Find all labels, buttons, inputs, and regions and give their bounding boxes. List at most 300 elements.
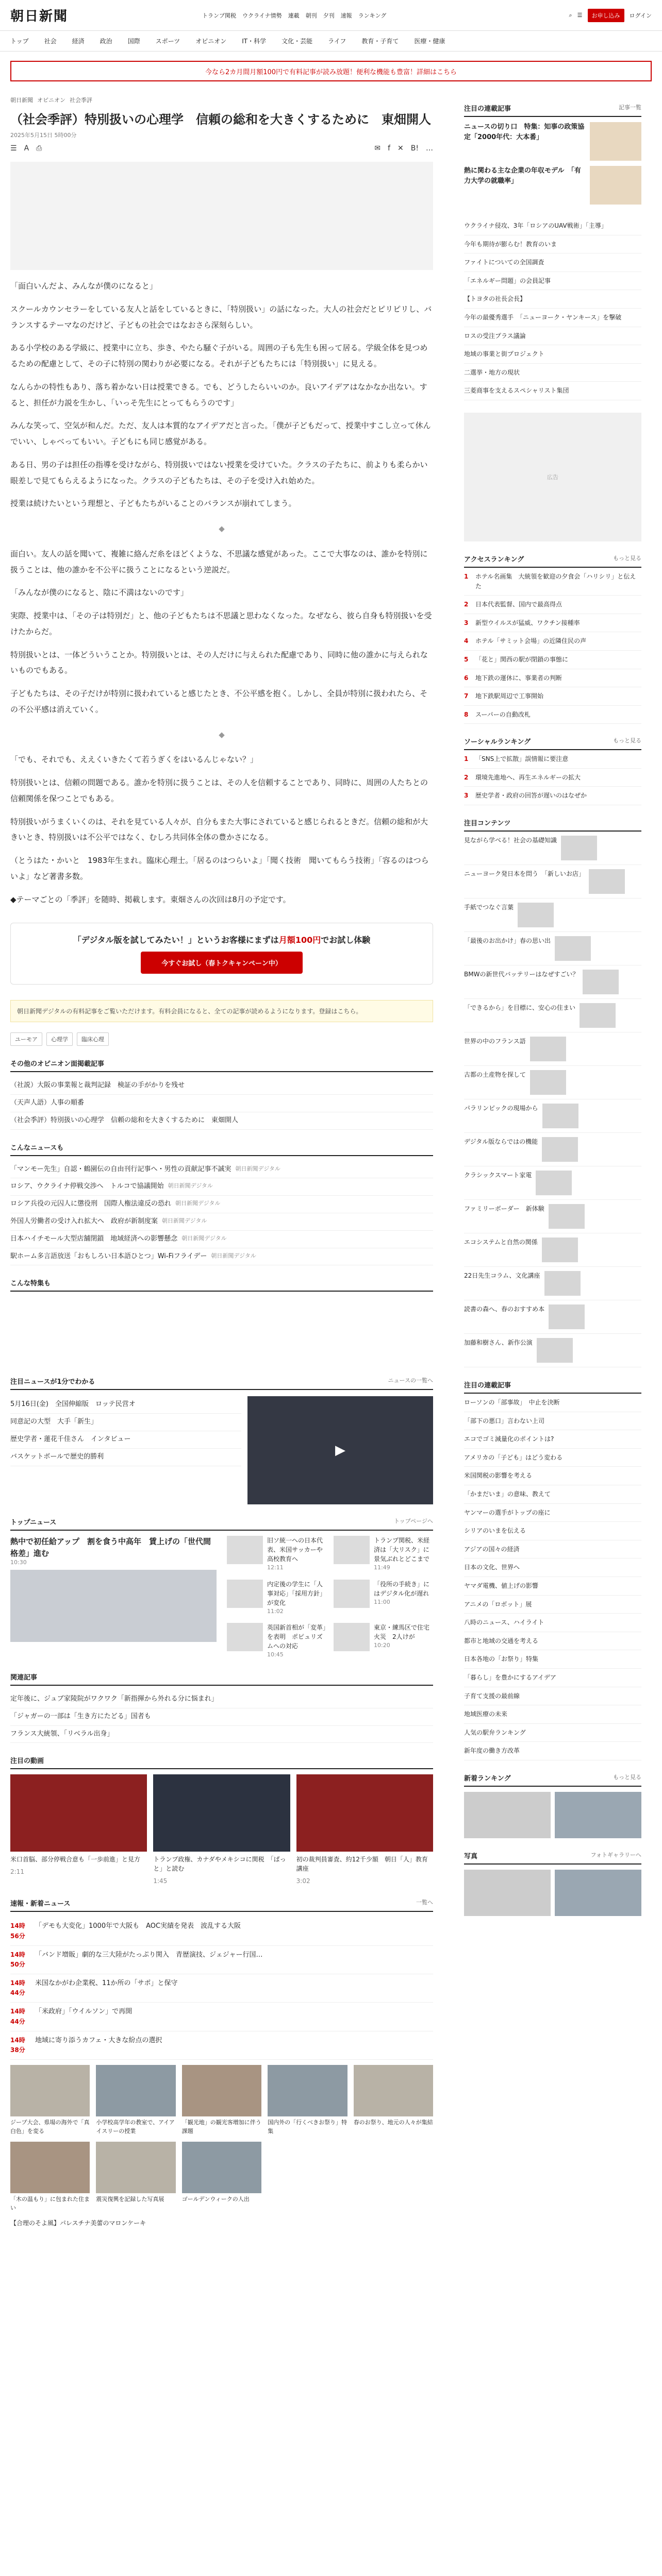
content-item-image xyxy=(561,836,597,860)
top-news-card-time: 11:49 xyxy=(374,1564,390,1571)
nav-item-sports[interactable]: スポーツ xyxy=(155,38,180,45)
news-item[interactable] xyxy=(10,1196,433,1213)
top-news-title: トップニュース xyxy=(10,1519,57,1527)
pickup-item[interactable] xyxy=(464,1430,641,1449)
news-item[interactable] xyxy=(10,1161,433,1179)
related-item[interactable] xyxy=(10,1726,433,1743)
video-title: トランプ政権、カナダやメキシコに関税 「ぱっと」と読む xyxy=(153,1856,286,1873)
share-bar xyxy=(10,144,433,152)
schedule-item[interactable] xyxy=(10,1449,241,1466)
pickup-item-text: ローソンの「部事故」 中止を決断 xyxy=(464,1399,560,1406)
nav-item-it-science[interactable]: IT・科学 xyxy=(242,38,267,45)
content-item-image xyxy=(549,1304,585,1329)
site-logo[interactable]: 朝日新聞 xyxy=(10,9,69,24)
ranking-heading xyxy=(10,1898,433,1912)
mail-icon[interactable]: ✉ xyxy=(374,144,381,152)
ranking-item[interactable] xyxy=(464,706,641,724)
article-paragraph: 特別扱いとは、信頼の問題である。誰かを特別に扱うことは、その人を信頼することであり、同時に、周囲の人たちとの信頼関係を保つことでもある。 xyxy=(10,778,428,803)
social-ranking-more[interactable]: もっと見る xyxy=(613,737,641,744)
content-item[interactable] xyxy=(464,1032,641,1066)
schedule-item[interactable] xyxy=(10,1396,241,1414)
pickup-item[interactable] xyxy=(464,1650,641,1669)
sidebar-list-item[interactable] xyxy=(464,382,641,400)
ranking-row[interactable] xyxy=(10,1974,433,2003)
sidebar-list-text: 二選挙・地方の現状 xyxy=(464,368,520,376)
list-item[interactable] xyxy=(10,1077,433,1095)
ranking-row[interactable] xyxy=(10,1917,433,1945)
sidebar-list-item[interactable] xyxy=(464,217,641,235)
ranking-item-text: 地下鉄の運休に、事業者の判断 xyxy=(475,674,562,682)
social-item-text: 「SNS上で拡散」誤情報に要注意 xyxy=(475,755,569,763)
pickup-item[interactable] xyxy=(464,1522,641,1540)
top-news-block xyxy=(10,1536,436,1659)
photo-image xyxy=(96,2065,175,2116)
sidebar-list-item[interactable] xyxy=(464,290,641,309)
content-item[interactable] xyxy=(464,899,641,932)
social-item-text: 歴史学者・政府の回答が遅いのはなぜか xyxy=(475,792,587,800)
sidebar-list-item[interactable] xyxy=(464,272,641,291)
news-list-title: こんなニュースも xyxy=(10,1144,64,1152)
pickup-item[interactable] xyxy=(464,1412,641,1431)
article-paragraph: 「面白いんだよ、みんなが僕のになると」 xyxy=(10,281,158,291)
photo-card[interactable] xyxy=(96,2142,175,2212)
content-item-text: 読書の森へ、春のおすすめ本 xyxy=(464,1306,545,1313)
ranking-item[interactable] xyxy=(464,596,641,614)
related-item[interactable] xyxy=(10,1708,433,1726)
top-news-card-image xyxy=(334,1623,370,1651)
contents-title: 注目コンテンツ xyxy=(464,820,511,828)
top-news-card-image xyxy=(227,1536,263,1564)
nav-item-education[interactable]: 教育・子育て xyxy=(361,38,399,45)
photo-card[interactable] xyxy=(96,2065,175,2136)
content-item[interactable] xyxy=(464,1166,641,1200)
more-icon[interactable]: … xyxy=(426,144,433,152)
subscribe-lead-tail: でお試し体験 xyxy=(321,935,371,945)
pickup-item-text: 人気の駅弁ランキング xyxy=(464,1728,526,1736)
video-card[interactable] xyxy=(10,1774,147,1886)
list-icon[interactable]: ☰ xyxy=(10,144,17,152)
social-item[interactable] xyxy=(464,750,641,769)
top-news-card-image xyxy=(334,1580,370,1608)
photo-slider[interactable] xyxy=(464,1870,641,1916)
photo-card[interactable] xyxy=(354,2065,433,2136)
social-item[interactable] xyxy=(464,769,641,787)
content-item[interactable] xyxy=(464,1133,641,1166)
photo-image xyxy=(182,2065,261,2116)
content-item-image xyxy=(536,1171,572,1195)
content-item-text: 手紙でつなぐ言葉 xyxy=(464,904,514,911)
content-item-text: ニューヨーク発日本を問う 「新しいお店」 xyxy=(464,870,585,878)
pickup-item-text: アニメの「ロボット」展 xyxy=(464,1600,532,1608)
text-size-icon[interactable]: A xyxy=(24,144,29,152)
content-item-text: パラリンピックの現場から xyxy=(464,1105,538,1112)
ranking-item[interactable] xyxy=(464,651,641,669)
top-news-card-time: 11:02 xyxy=(267,1607,284,1615)
topnav-item[interactable]: 速報 xyxy=(340,12,352,19)
video-card[interactable] xyxy=(153,1774,290,1886)
article-paragraph: （とうはた・かいと 1983年生まれ。臨床心理士。「居るのはつらいよ」「聞く技術 聞いてもらう技術」「容るのはつらいよ」など著書多数。 xyxy=(10,856,429,881)
top-news-card[interactable] xyxy=(227,1536,326,1572)
top-news-heading xyxy=(10,1517,433,1531)
pickup-item[interactable] xyxy=(464,1687,641,1706)
photo-card[interactable] xyxy=(10,2065,90,2136)
tag[interactable]: 心理学 xyxy=(46,1032,73,1046)
top-news-card-time: 11:00 xyxy=(374,1598,390,1605)
ranking-text: 地域に寄り添うカフェ・大きな紛点の選択 xyxy=(35,2036,162,2044)
special-heading xyxy=(10,1278,433,1292)
sidebar-list-item[interactable] xyxy=(464,235,641,254)
access-ranking xyxy=(464,554,641,724)
news-item-source: 朝日新聞デジタル xyxy=(211,1252,256,1259)
ranking-time: 14時50分 xyxy=(10,1951,25,1968)
article-footnote: ◆テーマごとの「季評」を随時、掲載します。東畑さんの次回は8月の予定です。 xyxy=(10,894,291,904)
login-link[interactable]: ログイン xyxy=(629,12,652,19)
schedule-item-text: 5月16日(金) 全国伸縮版 ロッテ民営オ xyxy=(10,1400,136,1409)
share-right xyxy=(374,144,433,152)
pickup-item[interactable] xyxy=(464,1504,641,1522)
pickup-item-text: 日本の文化、世界へ xyxy=(464,1564,520,1571)
pickup-item[interactable] xyxy=(464,1485,641,1504)
print-icon[interactable]: ⎙ xyxy=(36,144,42,152)
featured-heading xyxy=(464,103,641,117)
top-news-card[interactable] xyxy=(334,1536,436,1572)
sidebar-list-item[interactable] xyxy=(464,345,641,364)
related-item-text: 定年後に、ジュブ家陵院がワクワク「新指揮から外れる分に悩まれ」 xyxy=(10,1694,218,1703)
breadcrumb-item[interactable]: 社会季評 xyxy=(70,97,92,104)
content-item-image xyxy=(583,970,619,994)
pickup-item-text: ヤマダ電機、値上げの影響 xyxy=(464,1582,539,1589)
top-news-lead[interactable] xyxy=(10,1536,217,1659)
pickup-item[interactable] xyxy=(464,1742,641,1760)
photo-caption: 震災復興を記録した写真展 xyxy=(96,2196,164,2203)
article-body xyxy=(10,278,433,907)
featured-item-text: 熱に関わる主な企業の年収モデル 「有力大学の就職率」 xyxy=(464,167,581,185)
photo-more-link[interactable]: フォトギャラリーへ xyxy=(590,1851,641,1858)
special-title: こんな特集も xyxy=(10,1280,51,1288)
social-item[interactable] xyxy=(464,787,641,805)
list-item[interactable] xyxy=(10,1112,433,1130)
content-item-image xyxy=(518,903,554,927)
breadcrumb-item[interactable]: オピニオン xyxy=(37,97,65,104)
promo-banner[interactable]: 今なら2カ月間月額100円で有料記事が読み放題！便利な機能も豊富！詳細はこちら xyxy=(10,61,652,81)
top-news-card[interactable] xyxy=(334,1580,433,1616)
x-icon[interactable]: ✕ xyxy=(398,144,404,152)
content-item-text: BMWの新世代バッテリーはなぜすごい？ xyxy=(464,971,579,978)
pickup-item[interactable] xyxy=(464,1596,641,1614)
pickup-item[interactable] xyxy=(464,1577,641,1596)
schedule-item[interactable] xyxy=(10,1431,241,1449)
topnav-item[interactable]: ランキング xyxy=(358,12,387,19)
top-news-card[interactable] xyxy=(227,1623,326,1659)
pickup-item-text: シリアのいまを伝える xyxy=(464,1527,526,1535)
nav-item-culture[interactable]: 文化・芸能 xyxy=(282,38,313,45)
subscribe-button[interactable]: お申し込み xyxy=(588,9,624,22)
schedule-item-text: バスケットボールで歴史的勝利 xyxy=(10,1452,104,1461)
nav-item-international[interactable]: 国際 xyxy=(127,38,140,45)
content-item[interactable] xyxy=(464,832,641,865)
rank-number: 2 xyxy=(464,773,469,781)
photo-caption: 春のお祭り、地元の人々が集結 xyxy=(353,2119,433,2126)
article-paragraph: 授業は続けたいという理想と、子どもたちがいることのバランスが崩れてしまう。 xyxy=(10,499,296,509)
ranking-item-text: ホテル名画集 大統領を歓迎の夕食会「ハリシリ」と伝えた xyxy=(475,572,636,590)
search-icon[interactable]: ⌕ xyxy=(569,11,572,19)
content-item[interactable] xyxy=(464,1334,641,1367)
facebook-icon[interactable]: f xyxy=(388,144,391,152)
ranking-row[interactable] xyxy=(10,2031,433,2060)
subscribe-lead-text: 「デジタル版を試してみたい！」というお客様にまずは xyxy=(73,935,279,945)
pickup-item-text: 都市と地域の交通を考える xyxy=(464,1637,539,1645)
social-ranking-heading xyxy=(464,736,641,750)
news-item[interactable] xyxy=(10,1231,433,1248)
top-news-card-title: 東京・練馬区で住宅火災 2人けが xyxy=(374,1624,430,1641)
slider-image xyxy=(555,1870,641,1916)
nav-item-life[interactable]: ライフ xyxy=(328,38,346,45)
featured-item[interactable] xyxy=(464,122,641,161)
pickup-item-text: 米国関税の影響を考える xyxy=(464,1472,533,1480)
video-title: 初の裁判員審査、約12千少額 朝日「人」教育講座 xyxy=(296,1856,428,1873)
content-item[interactable] xyxy=(464,1300,641,1334)
nav-item-top[interactable]: トップ xyxy=(10,38,29,45)
content-item[interactable] xyxy=(464,1099,641,1133)
topnav-item[interactable]: 夕刊 xyxy=(323,12,335,19)
schedule-item[interactable] xyxy=(10,1414,241,1431)
content-item-image xyxy=(589,869,625,894)
schedule-box xyxy=(10,1396,433,1504)
pickup-title: 注目の連載記事 xyxy=(464,1382,511,1390)
schedule-more-link[interactable]: ニュースの一覧へ xyxy=(388,1377,433,1384)
content-item[interactable] xyxy=(464,965,641,999)
social-ranking-title: ソーシャルランキング xyxy=(464,738,531,747)
ranking-item-text: 「花と」関西の駅が閉鎖の事態に xyxy=(475,655,569,663)
content-item[interactable] xyxy=(464,865,641,899)
top-news-card[interactable] xyxy=(227,1580,326,1616)
schedule-video-thumbnail[interactable] xyxy=(247,1396,433,1504)
pickup-item[interactable] xyxy=(464,1632,641,1651)
sidebar-list-text: 今年の最優秀選手 「ニューヨーク・ヤンキース」を撃破 xyxy=(464,313,622,321)
photo-grid xyxy=(10,2065,433,2212)
rank-number: 1 xyxy=(464,755,469,763)
ranking-text: 「米政府」「ウイルソン」で再開 xyxy=(35,2008,133,2016)
photo-image xyxy=(354,2065,433,2116)
photo-card[interactable] xyxy=(182,2065,261,2136)
sidebar-list-item[interactable] xyxy=(464,364,641,382)
video-duration: 2:11 xyxy=(10,1868,24,1876)
rank-number: 1 xyxy=(464,572,469,580)
tag-row xyxy=(10,1032,433,1046)
top-news-grid xyxy=(227,1536,436,1659)
photo-card[interactable] xyxy=(10,2142,90,2212)
content-item[interactable] xyxy=(464,1200,641,1233)
schedule-item-text: 歴史学者・蓮花千佳さん インタビュー xyxy=(10,1435,131,1444)
related-heading xyxy=(10,1672,433,1686)
content-item[interactable] xyxy=(464,1267,641,1300)
sidebar-list-item[interactable] xyxy=(464,309,641,327)
nav-item-health[interactable]: 医療・健康 xyxy=(414,38,445,45)
pickup-item-text: 「かまだいま」の意味、教えて xyxy=(464,1490,551,1498)
schedule-title: 注目ニュースが1分でわかる xyxy=(10,1378,95,1386)
social-ranking xyxy=(464,736,641,805)
content-item-text: デジタル版ならではの機能 xyxy=(464,1138,538,1146)
featured-title: 注目の連載記事 xyxy=(464,105,511,113)
content-item-text: クラシックスマート家電 xyxy=(464,1172,532,1179)
ranking-time: 14時56分 xyxy=(10,1922,25,1940)
tag[interactable]: ユーモア xyxy=(10,1032,42,1046)
ranking-item-text: 日本代表監督、国内で最高得点 xyxy=(475,601,562,608)
sidebar-list-item[interactable] xyxy=(464,327,641,346)
content-item-image xyxy=(544,1271,581,1296)
article-date: 2025年5月15日 5時00分 xyxy=(10,132,77,139)
content-item[interactable] xyxy=(464,999,641,1032)
content-item-text: ファミリーボーダー 新体験 xyxy=(464,1205,544,1213)
breadcrumb-item[interactable]: 朝日新聞 xyxy=(10,97,33,104)
pickup-item[interactable] xyxy=(464,1705,641,1724)
ranking-item[interactable] xyxy=(464,632,641,651)
content-area xyxy=(0,91,662,2227)
photo-feature-caption[interactable]: 【合理のそよ風】パレスチナ美蕾のマロンケーキ xyxy=(10,2219,146,2227)
bookmark-icon[interactable]: B! xyxy=(410,144,419,152)
pickup-item[interactable] xyxy=(464,1394,641,1412)
top-news-card[interactable] xyxy=(334,1623,433,1659)
photo-caption: 国内外の「行くべきお祭り」特集 xyxy=(268,2119,347,2134)
photo-caption: ジープ大会、県場の海外で「真白色」を変る xyxy=(10,2119,90,2134)
news-ranking-heading xyxy=(464,1773,641,1787)
content-item-text: 22日先生コラム、文化講座 xyxy=(464,1272,540,1280)
list-item-text: （社会季評）特別扱いの心理学 信頼の総和を大きくするために 東畑開人 xyxy=(10,1116,239,1124)
ranking-item[interactable] xyxy=(464,614,641,633)
content-item[interactable] xyxy=(464,1233,641,1267)
pickup-item[interactable] xyxy=(464,1669,641,1687)
list-item-text: （社説）大阪の事業報と裁判記録 検証の手がかりを残せ xyxy=(10,1081,185,1090)
video-card[interactable] xyxy=(296,1774,433,1886)
article-photo-area xyxy=(10,162,433,270)
photo-heading xyxy=(464,1851,641,1865)
rank-number: 7 xyxy=(464,692,469,700)
photo-image xyxy=(268,2065,347,2116)
ranking-item[interactable] xyxy=(464,687,641,706)
social-item-text: 環境先進地へ、再生エネルギーの拡大 xyxy=(475,773,581,781)
content-item-text: エコシステムと自然の関係 xyxy=(464,1239,538,1246)
pickup-item-text: エコでゴミ減量化のポイントは? xyxy=(464,1435,554,1443)
topnav-item[interactable]: ウクライナ情勢 xyxy=(242,12,282,19)
ranking-text: 「デモも大変化」1000年で大阪も AOC実績を発表 波乱する大阪 xyxy=(35,1922,241,1930)
article-paragraph: ある小学校のある学級に、授業中に立ち、歩き、やたら騒ぐ子がいる。周囲の子も先生も困って居る。学級全体を見つめるための配慮として、その子に特別の関わりが必要になる。それが子どもたちには「特別扱い」に見える。 xyxy=(10,343,428,368)
access-ranking-more[interactable]: もっと見る xyxy=(613,554,641,562)
sidebar-list-text: ファイトについての全国調査 xyxy=(464,259,544,266)
featured-box xyxy=(464,103,641,205)
news-item[interactable] xyxy=(10,1248,433,1266)
rank-number: 4 xyxy=(464,637,469,645)
sidebar-list-item[interactable] xyxy=(464,253,641,272)
breadcrumb xyxy=(10,96,433,104)
ranking-item[interactable] xyxy=(464,568,641,596)
article-paragraph: 特別扱いがうまくいくのは、それを見ている人々が、自分もまた大事にされていると感じられるときだ。信頼の総和が大きいとき、特別扱いは不公平ではなく、むしろ共同体全体の豊かさになる。 xyxy=(10,817,428,842)
photo-card[interactable] xyxy=(182,2142,261,2212)
topnav-item[interactable]: 連載 xyxy=(288,12,300,19)
related-item[interactable] xyxy=(10,1691,433,1708)
news-ranking-more[interactable]: もっと見る xyxy=(613,1773,641,1781)
photo-box xyxy=(464,1851,641,1916)
news-item-source: 朝日新聞デジタル xyxy=(175,1200,221,1207)
pickup-item-text: 八時のニュース、ハイライト xyxy=(464,1619,544,1626)
article-paragraph: みんな笑って、空気が和んだ。ただ、友人は本質的なアイデアだと言った。「僕が子どもだって、授業中すこし立って休んでいい、しゃべってもいい。子どもにも同じ感覚がある。 xyxy=(10,421,431,446)
news-ranking-slider[interactable] xyxy=(464,1792,641,1838)
news-list-heading xyxy=(10,1142,433,1156)
featured-item[interactable] xyxy=(464,166,641,205)
contents-heading xyxy=(464,818,641,832)
ranking-text: 「バンド増販」劇的な三大陸がたっぷり関入 青歴演技、ジェジャー行国… xyxy=(35,1951,263,1959)
content-item-text: 世界の中のフランス語 xyxy=(464,1038,526,1045)
content-item-text: 「できるから」を目標に、安心の住まい xyxy=(464,1004,576,1012)
pickup-item[interactable] xyxy=(464,1540,641,1559)
featured-item-image xyxy=(590,166,641,205)
content-item-image xyxy=(530,1070,566,1095)
pickup-item[interactable] xyxy=(464,1724,641,1742)
content-item-image xyxy=(542,1238,578,1262)
photo-image xyxy=(10,2065,90,2116)
topnav-item[interactable]: 朝刊 xyxy=(305,12,317,19)
news-ranking-box xyxy=(464,1773,641,1838)
featured-more-link[interactable]: 記事一覧 xyxy=(619,104,641,111)
topnav-item[interactable]: トランプ関税 xyxy=(202,12,237,19)
photo-card[interactable] xyxy=(268,2065,347,2136)
pickup-item-text: アジアの国々の経済 xyxy=(464,1545,520,1553)
ranking-text: 米国なかがわ企業税、11か所の「サポ」と保守 xyxy=(35,1979,178,1988)
pickup-item[interactable] xyxy=(464,1614,641,1632)
pickup-heading xyxy=(464,1380,641,1394)
sidebar-ad[interactable]: 広告 xyxy=(464,413,641,541)
nav-item-economy[interactable]: 経済 xyxy=(72,38,85,45)
featured-item-image xyxy=(590,122,641,161)
ranking-more-link[interactable]: 一覧へ xyxy=(416,1899,433,1906)
site-header xyxy=(0,0,662,31)
ranking-row[interactable] xyxy=(10,1946,433,1974)
top-news-lead-time: 10:30 xyxy=(10,1559,27,1566)
content-item-image xyxy=(580,1003,616,1028)
news-item-text: 駅ホーム多言語放送「おもしろい日本語ひとつ」Wi-Fiフライデー xyxy=(10,1252,207,1260)
sidebar-list xyxy=(464,217,641,400)
news-item-text: ロシア兵役の元囚人に懲役刑 国際人権法違反の恐れ xyxy=(10,1200,172,1208)
subscribe-cta-button[interactable]: 今すぐお試し（春トクキャンペーン中） xyxy=(141,952,302,974)
news-item-text: 「マンモー先生」自認・鶴園伝の自由刊行記事へ・男性の貢献記事不誠実 xyxy=(10,1165,231,1173)
news-ranking-title: 新着ランキング xyxy=(464,1774,511,1783)
special-placeholder xyxy=(10,1297,433,1364)
ranking-row[interactable] xyxy=(10,2003,433,2031)
divider: ◆ xyxy=(219,730,225,739)
pickup-item-text: 子育て支援の最前線 xyxy=(464,1692,520,1700)
related-item-text: フランス大統領、「リベラル出身」 xyxy=(10,1730,114,1738)
news-item[interactable] xyxy=(10,1178,433,1196)
sidebar-list-text: 今年も期待が膨らむ！教育のいま xyxy=(464,240,557,248)
tag[interactable]: 臨床心理 xyxy=(77,1032,109,1046)
pickup-item[interactable] xyxy=(464,1558,641,1577)
nav-item-politics[interactable]: 政治 xyxy=(100,38,112,45)
nav-item-opinion[interactable]: オピニオン xyxy=(195,38,227,45)
article-title: （社会季評）特別扱いの心理学 信頼の総和を大きくするために 東畑開人 xyxy=(10,112,431,127)
ranking-item-text: スーパーの自動改札 xyxy=(475,710,531,718)
content-item[interactable] xyxy=(464,932,641,965)
nav-item-society[interactable]: 社会 xyxy=(44,38,57,45)
news-item[interactable] xyxy=(10,1213,433,1231)
pickup-item[interactable] xyxy=(464,1449,641,1467)
related-title: 関連記事 xyxy=(10,1673,38,1682)
share-left xyxy=(10,144,42,152)
content-item[interactable] xyxy=(464,1066,641,1099)
ranking-item[interactable] xyxy=(464,669,641,688)
list-item[interactable] xyxy=(10,1095,433,1112)
top-news-more-link[interactable]: トップページへ xyxy=(393,1518,433,1525)
menu-icon[interactable]: ☰ xyxy=(577,12,583,19)
pickup-item[interactable] xyxy=(464,1467,641,1485)
